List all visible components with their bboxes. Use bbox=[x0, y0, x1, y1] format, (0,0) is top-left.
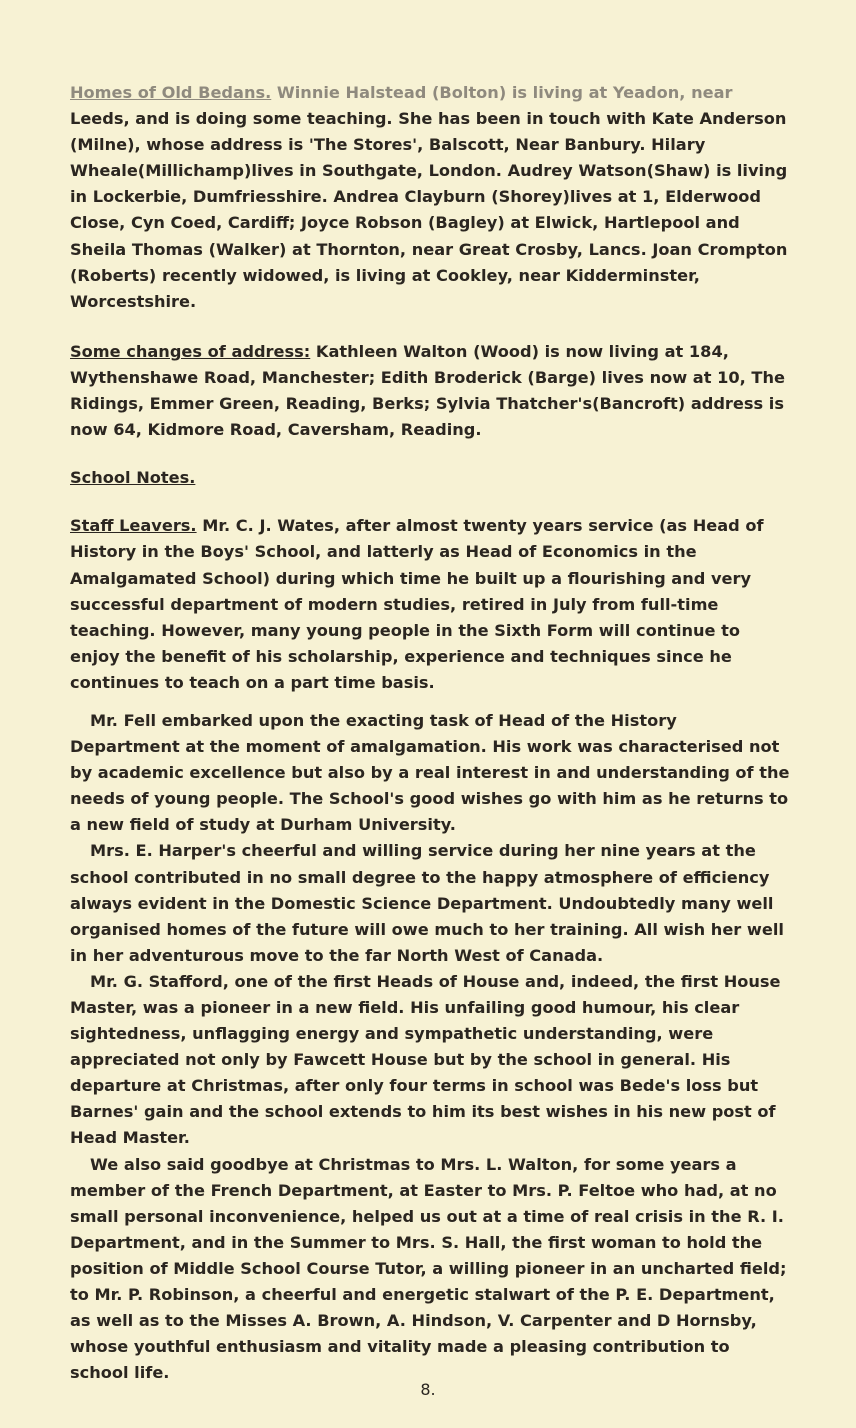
faded-line-text: Winnie Halstead (Bolton) is living at Yeadon, near bbox=[271, 83, 733, 102]
page-content bbox=[70, 80, 790, 1386]
paragraph-text: Kathleen Walton (Wood) is now living at 184, Wythenshawe Road, Manchester; Edith Broderick (Barge) lives now at 10, The Ridings, Emmer Green, Reading, Berks; Sylvia Thatcher's(Bancroft) address is now 64, Kidmore Road, Caversham, Reading. bbox=[70, 341, 785, 440]
faded-top-line bbox=[70, 83, 732, 102]
section-lead-address-changes: Some changes of address: bbox=[70, 341, 311, 361]
paragraph-text: Leeds, and is doing some teaching. She has been in touch with Kate Anderson (Milne), whose address is 'The Stores', Balscott, Near Banbury. Hilary Wheale(Millichamp)lives in Southgate, London. Audrey Watson(Shaw) is living in Lockerbie, Dumfriesshire. Andrea Clayburn (Shorey)lives at 1, Elderwood Close, Cyn Coed, Cardiff; Joyce Robson (Bagley) at Elwick, Hartlepool and Sheila Thomas (Walker) at Thornton, near Great Crosby, Lancs. Joan Crompton (Roberts) recently widowed, is living at Cookley, near Kidderminster, Worcestshire. bbox=[70, 109, 788, 311]
paragraph-address-changes bbox=[70, 339, 790, 443]
paragraph-mr-fell: Mr. Fell embarked upon the exacting task of Head of the History Department at the moment of amalgamation. His work was characterised not by academic excellence but also by a real interest in and understanding of the needs of young people. The School's good wishes go with him as he returns to a new field of study at Durham University. bbox=[70, 710, 790, 835]
spacer bbox=[70, 696, 790, 708]
spacer bbox=[70, 315, 790, 339]
paragraph-goodbyes: We also said goodbye at Christmas to Mrs. L. Walton, for some years a member of the French Department, at Easter to Mrs. P. Feltoe who had, at no small personal inconvenience, helped us out at a time of real crisis in the R. I. Department, and in the Summer to Mrs. S. Hall, the first woman to hold the position of Middle School Course Tutor, a willing pioneer in an uncharted field; to Mr. P. Robinson, a cheerful and energetic stalwart of the P. E. Department, as well as to the Misses A. Brown, A. Hindson, V. Carpenter and D Hornsby, whose youthful enthusiasm and vitality made a pleasing contribution to school life. bbox=[70, 1154, 787, 1383]
spacer bbox=[70, 443, 790, 465]
paragraph-mrs-harper: Mrs. E. Harper's cheerful and willing service during her nine years at the school contributed in no small degree to the happy atmosphere of efficiency always evident in the Domestic Science Department. Undoubtedly many well organised homes of the future will owe much to her training. All wish her well in her adventurous move to the far North West of Canada. bbox=[70, 841, 784, 965]
spacer bbox=[70, 491, 790, 513]
paragraph-old-bedans bbox=[70, 80, 790, 315]
paragraph-staff-leavers bbox=[70, 513, 790, 696]
page-number: 8. bbox=[420, 1380, 436, 1399]
section-lead-staff-leavers: Staff Leavers. bbox=[70, 516, 197, 536]
paragraph-mr-stafford: Mr. G. Stafford, one of the first Heads of House and, indeed, the first House Master, was a pioneer in a new field. His unfailing good humour, his clear sightedness, unflagging energy and sympathetic understanding, were appreciated not only by Fawcett House but by the school in general. His departure at Christmas, after only four terms in school was Bede's loss but Barnes' gain and the school extends to him its best wishes in his new post of Head Master. bbox=[70, 971, 781, 1148]
section-heading-school-notes: School Notes. bbox=[70, 468, 196, 488]
paragraph-text: Mr. C. J. Wates, after almost twenty years service (as Head of History in the Boys' School, and latterly as Head of Economics in the Amalgamated School) during which time he built up a flourishing and very successful department of modern studies, retired in July from full-time teaching. However, many young people in the Sixth Form will continue to enjoy the benefit of his scholarship, experience and techniques since he continues to teach on a part time basis. bbox=[70, 516, 764, 692]
section-lead-old-bedans: Homes of Old Bedans. bbox=[70, 83, 272, 102]
